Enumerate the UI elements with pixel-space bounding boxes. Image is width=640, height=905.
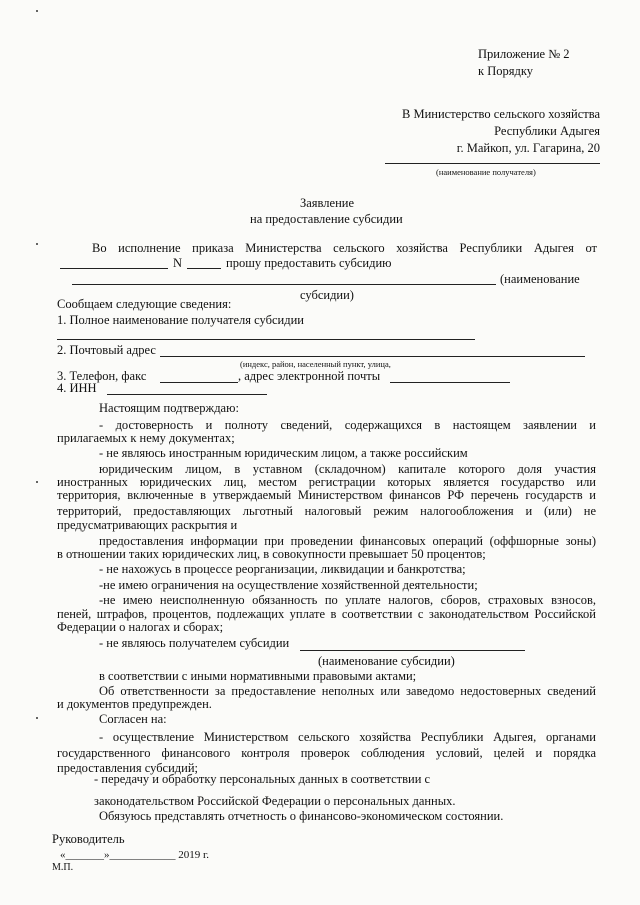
other-subsidy-caption: (наименование субсидии) [318,654,455,668]
recipient-name-line [385,163,600,164]
addressee-line1: В Министерство сельского хозяйства [402,107,600,121]
consent-c1-line2: государственного финансового контроля проверок соблюдения условий, целей и порядка [57,746,596,760]
info-item-email: , адрес электронной почты [238,369,381,383]
consent-heading: Согласен на: [99,712,167,726]
addressee-line3: г. Майкоп, ул. Гагарина, 20 [456,141,600,155]
document-subtitle: на предоставление субсидии [250,212,403,226]
order-date-line [60,268,168,269]
phone-line [160,382,238,383]
signature-date: «_______»____________ 2019 г. [60,849,210,861]
full-name-line [57,339,475,340]
subsidy-name-line [72,284,496,285]
scan-speck [36,717,38,719]
confirm-heading: Настоящим подтверждаю: [99,401,239,415]
consent-c3: Обязуюсь представлять отчетность о финансово-экономическом состоянии. [99,809,504,823]
consent-c1-line1: - осуществление Министерством сельского хозяйства Республики Адыгея, органами [99,730,596,744]
appendix-number: Приложение № 2 [478,47,570,61]
signature-head: Руководитель [52,832,125,846]
scan-speck [36,10,38,12]
subsidy-caption-1: (наименование [500,272,580,286]
consent-c2-line2: законодательством Российской Федерации о персональных данных. [94,794,456,808]
consent-c1-line3: предоставления субсидий; [57,761,199,775]
confirm-p2-line7: предоставления информации при проведении финансовых операций (оффшорные зоны) [99,534,596,548]
confirm-p3: - не нахожусь в процессе реорганизации, ликвидации и банкротства; [99,562,466,576]
scan-speck [36,481,38,483]
stamp-place: М.П. [52,862,74,873]
confirm-p1-line1: - достоверность и полноту сведений, содержащихся в настоящем заявлении и [99,418,596,432]
confirm-p6-line2: в соответствии с иными нормативными правовыми актами; [99,669,417,683]
subsidy-caption-2: субсидии) [300,288,354,302]
confirm-p7-line1: Об ответственности за предоставление неполных или заведомо недостоверных сведений [99,684,596,698]
order-number-line [187,268,221,269]
scan-speck [36,243,38,245]
info-item-postal: 2. Почтовый адрес [57,343,156,357]
confirm-p5-line2: пеней, штрафов, процентов, подлежащих уплате в соответствии с законодательством Российской [57,607,596,621]
email-line [390,382,510,383]
confirm-p5-line1: -не имею неисполненную обязанность по уплате налогов, сборов, страховых взносов, [99,593,596,607]
confirm-p1-line2: прилагаемых к нему документах; [57,431,235,445]
confirm-p6: - не являюсь получателем субсидии [99,636,290,650]
confirm-p2-line4: территория, включенные в утверждаемый Министерством финансов РФ перечень государств и [57,488,596,502]
order-number-label: N [173,256,183,270]
info-item-full-name: 1. Полное наименование получателя субсидии [57,313,304,327]
consent-c2-line1: - передачу и обработку персональных данных в соответствии с [94,772,431,786]
postal-address-line [160,356,585,357]
confirm-p2-line5: территорий, предоставляющих льготный налоговый режим налогообложения и (или) не [57,504,596,518]
document-title: Заявление [300,196,355,210]
info-item-phone: 3. Телефон, факс [57,369,147,383]
addressee-line2: Республики Адыгея [494,124,600,138]
recipient-caption: (наименование получателя) [436,167,536,177]
confirm-p4: -не имею ограничения на осуществление хозяйственной деятельности; [99,578,478,592]
postal-caption: (индекс, район, населенный пункт, улица, [240,359,391,369]
confirm-p7-line2: и документов предупрежден. [57,697,212,711]
inn-line [107,394,267,395]
intro-line1: Во исполнение приказа Министерства сельского хозяйства Республики Адыгея от [92,241,597,255]
appendix-order: к Порядку [478,64,533,78]
intro-line2-tail: прошу предоставить субсидию [226,256,392,270]
confirm-p2-line3: иностранных юридических лиц, местом регистрации которых является государство или [57,475,596,489]
confirm-p2-line6: предусматривающих раскрытия и [57,518,238,532]
info-item-inn: 4. ИНН [57,381,97,395]
confirm-p2-line2: юридическим лицом, в уставном (складочном) капитале которого доля участия [99,462,596,476]
info-heading: Сообщаем следующие сведения: [57,297,232,311]
confirm-p2-line1: - не являюсь иностранным юридическим лицом, а также российским [99,446,468,460]
confirm-p5-line3: Федерации о налогах и сборах; [57,620,224,634]
confirm-p2-line8: в отношении таких юридических лиц, в совокупности превышает 50 процентов; [57,547,486,561]
other-subsidy-line [300,650,525,651]
